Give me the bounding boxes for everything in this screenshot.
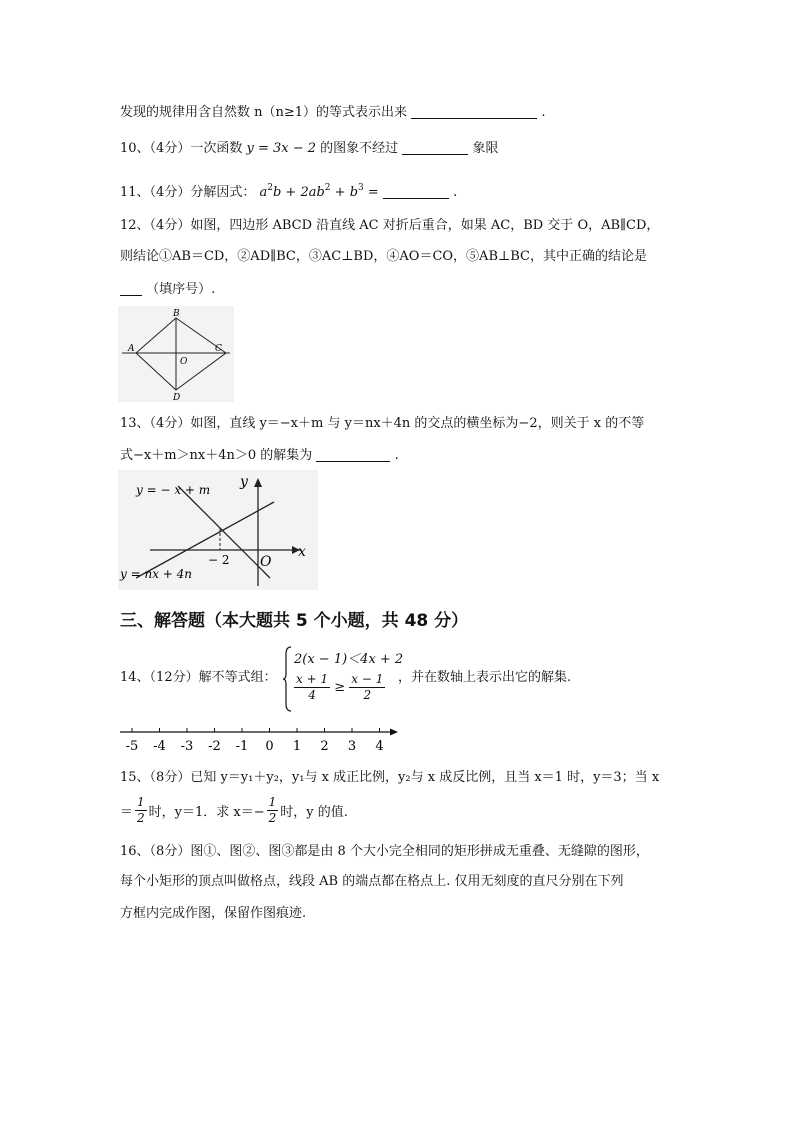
q10-answer-blank[interactable] [402, 140, 468, 155]
q16-line2: 每个小矩形的顶点叫做格点，线段 AB 的端点都在格点上. 仅用无刻度的直尺分别在下列 [120, 874, 624, 889]
q16-line3: 方框内完成作图，保留作图痕迹. [120, 906, 307, 921]
q13-answer-blank[interactable] [316, 447, 390, 462]
q10-formula: y = 3x − 2 [246, 141, 317, 156]
q14-frac2: $\frac{x - 1}{2}$ [351, 672, 384, 702]
q13-line1: 13、（4分）如图，直线 y＝−x＋m 与 y＝nx＋4n 的交点的横坐标为−2，则关于 x 的不等 [120, 416, 645, 431]
q12-line3-text: （填序号）. [146, 282, 216, 297]
q15-line1: 15、（8分）已知 y＝y₁＋y₂，y₁与 x 成正比例，y₂与 x 成反比例，且当 x＝1 时，y＝3；当 x [120, 770, 660, 785]
q11-prefix: 11、（4分）分解因式： [120, 185, 256, 200]
q12-line2: 则结论①AB＝CD，②AD∥BC，③AC⊥BD，④AO＝CO，⑤AB⊥BC，其中正确的结论是 [120, 249, 647, 264]
q11-formula: $a^2b + 2ab^2 + b^3$ = [259, 183, 383, 200]
q14-ge: ≥ [334, 680, 346, 695]
label-line2: y = nx + 4n [120, 567, 193, 581]
q14-ineq2 [294, 672, 385, 703]
q14-number-line [118, 726, 400, 754]
q13-line2: 式−x＋m＞nx＋4n＞0 的解集为 [120, 448, 313, 463]
q10-end: 象限 [472, 141, 499, 156]
label-O: O [180, 357, 188, 367]
q13-lines-figure [118, 470, 318, 590]
q12-answer-blank[interactable] [120, 281, 142, 296]
q15-line2 [120, 795, 348, 826]
section-3-title: 三、解答题（本大题共 5 个小题，共 48 分） [120, 611, 469, 631]
q11-end: . [453, 185, 458, 200]
number-line-label: 0 [265, 739, 274, 754]
q9-answer-blank[interactable] [411, 104, 537, 119]
q9-text: 发现的规律用含自然数 n（n≥1）的等式表示出来 [120, 105, 408, 120]
label-x-axis: x [298, 544, 306, 560]
q15-mid: 时，y＝1．求 x＝− [148, 805, 265, 820]
number-line-label: 3 [347, 739, 357, 754]
label-origin: O [260, 554, 272, 570]
label-y-axis: y [240, 474, 248, 490]
q9-line [120, 103, 545, 123]
q10-prefix: 10、（4分）一次函数 [120, 141, 243, 156]
q10-line [120, 139, 498, 159]
label-B: B [173, 309, 180, 319]
q12-line1: 12、（4分）如图，四边形 ABCD 沿直线 AC 对折后重合，如果 AC，BD 交于 O，AB∥CD， [120, 218, 660, 233]
q15-end: 时，y 的值. [280, 805, 348, 820]
label-A: A [128, 344, 135, 354]
q16-line1: 16、（8分）图①、图②、图③都是由 8 个大小完全相同的矩形拼成无重叠、无缝隙的图形， [120, 844, 649, 859]
q9-end: . [541, 105, 546, 120]
number-line-label: 1 [292, 739, 302, 754]
label-D: D [173, 393, 181, 402]
q12-line3 [120, 280, 215, 300]
q13-end: . [394, 448, 399, 463]
q15-eq: ＝ [120, 805, 134, 820]
q14-ineq1: 2(x − 1)＜4x + 2 [294, 652, 404, 667]
number-line-label: -2 [208, 739, 221, 754]
q15-frac2: $\frac{1}{2}$ [268, 795, 277, 825]
q13-line2-wrap [120, 446, 399, 466]
number-line-label: -3 [180, 739, 194, 754]
q11-answer-blank[interactable] [383, 184, 449, 199]
number-line-label: 2 [320, 739, 329, 754]
q11-line [120, 178, 457, 203]
number-line-label: 4 [375, 739, 384, 754]
q12-rhombus-figure [118, 306, 234, 402]
q14-brace [282, 646, 292, 712]
number-line-label: -1 [235, 739, 249, 754]
q15-frac1: $\frac{1}{2}$ [137, 795, 145, 825]
number-line-label: -5 [125, 739, 139, 754]
label-tick: − 2 [208, 553, 230, 567]
q14-frac1: $\frac{x + 1}{4}$ [296, 672, 329, 702]
q10-mid: 的图象不经过 [320, 141, 399, 156]
number-line-label: -4 [153, 739, 166, 754]
label-line1: y = − x + m [136, 483, 211, 497]
q14-suffix: ，并在数轴上表示出它的解集. [398, 670, 572, 685]
q14-prefix: 14、（12分）解不等式组： [120, 670, 277, 685]
label-C: C [215, 344, 222, 354]
